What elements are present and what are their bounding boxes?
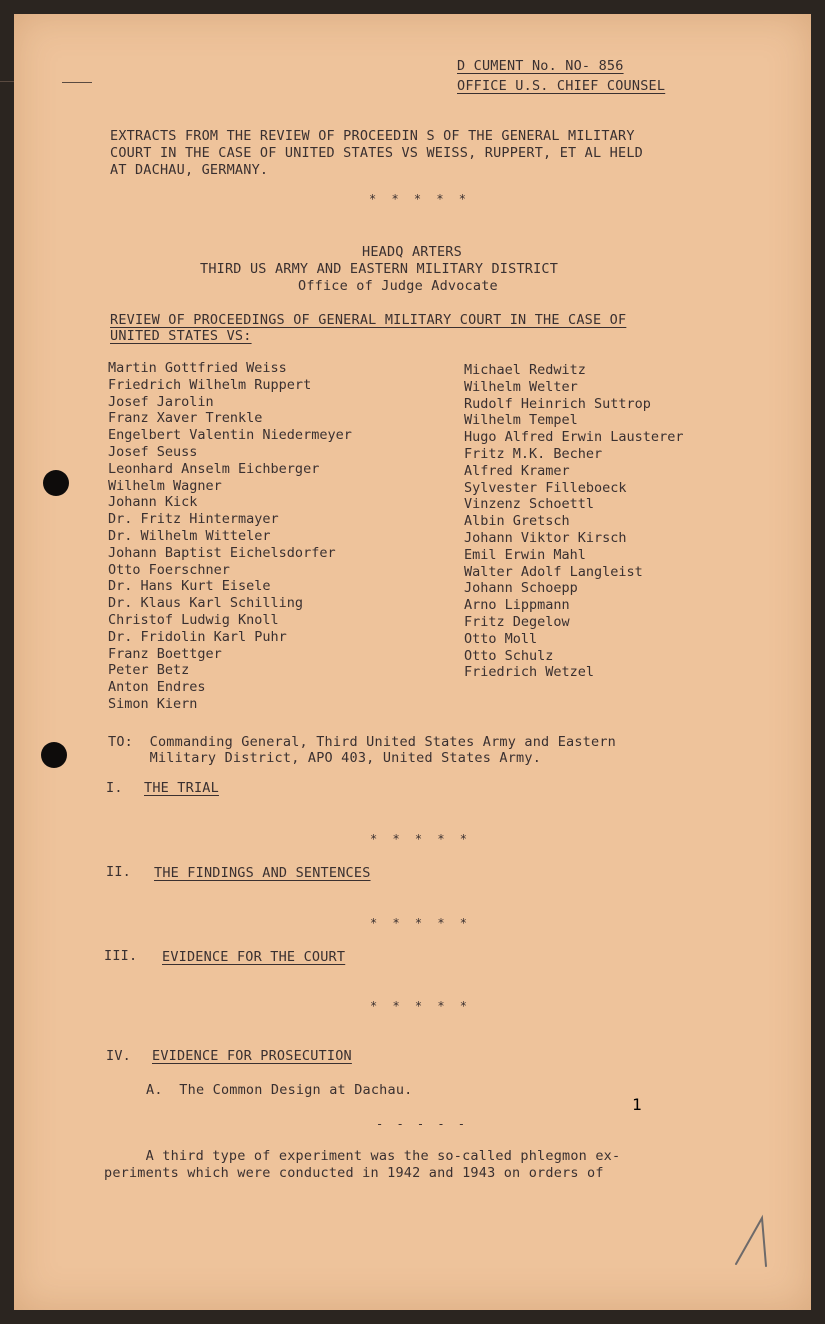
page-mark-text: 1 (632, 1095, 642, 1114)
section-2-title: THE FINDINGS AND SENTENCES (154, 865, 371, 881)
defendant-name: Fritz M.K. Becher (464, 445, 603, 462)
section-1-title: THE TRIAL (144, 780, 219, 796)
defendant-name: Otto Foerschner (108, 561, 230, 578)
defendant-name: Emil Erwin Mahl (464, 546, 586, 563)
defendant-name: Dr. Klaus Karl Schilling (108, 595, 304, 612)
section-2-number: II. (106, 864, 131, 880)
defendant-name: Michael Redwitz (464, 362, 586, 378)
defendant-name: Franz Xaver Trenkle (108, 410, 263, 427)
defendant-name: Engelbert Valentin Niedermeyer (108, 427, 352, 444)
ink-mark (62, 82, 92, 83)
hq-line-1: HEADQ ARTERS (362, 244, 462, 260)
to-line-1: TO: Commanding General, Third United States Army and Eastern (108, 734, 616, 750)
title-line-3: AT DACHAU, GERMANY. (110, 162, 269, 178)
section-4-number: IV. (106, 1048, 131, 1064)
defendant-name: Christof Ludwig Knoll (108, 611, 279, 628)
defendant-name: Josef Jarolin (108, 393, 214, 410)
defendant-name: Dr. Fridolin Karl Puhr (108, 628, 287, 645)
body-line-1: A third type of experiment was the so-called phlegmon ex- (104, 1148, 621, 1164)
document-page (14, 14, 811, 1310)
defendant-name: Friedrich Wilhelm Ruppert (108, 376, 312, 393)
document-number: D CUMENT No. NO- 856 (457, 58, 624, 74)
defendant-name: Hugo Alfred Erwin Lausterer (464, 429, 684, 446)
defendant-name: Simon Kiern (108, 695, 198, 712)
office-label: OFFICE U.S. CHIEF COUNSEL (457, 78, 666, 94)
defendant-name: Josef Seuss (108, 443, 198, 460)
defendant-name: Peter Betz (108, 662, 190, 679)
title-line-2: COURT IN THE CASE OF UNITED STATES VS WEISS, RUPPERT, ET AL HELD (110, 145, 643, 161)
defendants-right-list (464, 362, 683, 681)
section-3-title: EVIDENCE FOR THE COURT (162, 949, 346, 965)
defendant-name: Fritz Degelow (464, 613, 570, 630)
defendant-name: Dr. Hans Kurt Eisele (108, 578, 271, 595)
defendant-name: Vinzenz Schoettl (464, 496, 595, 513)
separator-3: * * * * * (370, 916, 472, 930)
defendant-name: Friedrich Wetzel (464, 664, 595, 681)
defendant-name: Wilhelm Welter (464, 378, 578, 395)
defendant-name: Leonhard Anselm Eichberger (108, 460, 320, 477)
defendant-name: Martin Gottfried Weiss (108, 360, 287, 376)
separator-4: * * * * * (370, 999, 472, 1013)
section-4-subheading: A. The Common Design at Dachau. (146, 1082, 413, 1098)
hq-line-2: THIRD US ARMY AND EASTERN MILITARY DISTRICT (200, 261, 559, 277)
separator-2: * * * * * (370, 832, 472, 846)
defendant-name: Walter Adolf Langleist (464, 563, 643, 580)
punch-hole-top (43, 470, 69, 496)
section-3-number: III. (104, 948, 138, 964)
handwritten-page-number (632, 1095, 772, 1270)
defendant-name: Johann Viktor Kirsch (464, 529, 627, 546)
defendant-name: Otto Schulz (464, 647, 554, 664)
defendant-name: Johann Schoepp (464, 580, 578, 597)
review-line-1: REVIEW OF PROCEEDINGS OF GENERAL MILITARY COURT IN THE CASE OF (110, 312, 627, 328)
separator-1: * * * * * (369, 192, 471, 206)
to-line-2: Military District, APO 403, United States Army. (108, 750, 542, 766)
review-line-2: UNITED STATES VS: (110, 328, 252, 344)
dash-separator: - - - - - (376, 1117, 469, 1131)
section-1-number: I. (106, 780, 123, 796)
section-4-title: EVIDENCE FOR PROSECUTION (152, 1048, 352, 1064)
defendant-name: Johann Kick (108, 494, 198, 511)
defendant-name: Albin Gretsch (464, 513, 570, 530)
defendant-name: Sylvester Filleboeck (464, 479, 627, 496)
defendant-name: Arno Lippmann (464, 597, 570, 614)
defendant-name: Dr. Wilhelm Witteler (108, 527, 271, 544)
defendant-name: Rudolf Heinrich Suttrop (464, 395, 651, 412)
defendant-name: Dr. Fritz Hintermayer (108, 511, 279, 528)
defendant-name: Alfred Kramer (464, 462, 570, 479)
defendant-name: Wilhelm Tempel (464, 412, 578, 429)
hq-line-3: Office of Judge Advocate (298, 278, 498, 294)
defendants-left-list (108, 360, 352, 713)
defendant-name: Franz Boettger (108, 645, 222, 662)
body-line-2: periments which were conducted in 1942 and 1943 on orders of (104, 1165, 604, 1181)
margin-mark (0, 81, 14, 82)
defendant-name: Otto Moll (464, 630, 538, 647)
title-line-1: EXTRACTS FROM THE REVIEW OF PROCEEDIN S OF THE GENERAL MILITARY (110, 128, 635, 144)
defendant-name: Johann Baptist Eichelsdorfer (108, 544, 336, 561)
defendant-name: Wilhelm Wagner (108, 477, 222, 494)
defendant-name: Anton Endres (108, 679, 206, 696)
punch-hole-bottom (41, 742, 67, 768)
